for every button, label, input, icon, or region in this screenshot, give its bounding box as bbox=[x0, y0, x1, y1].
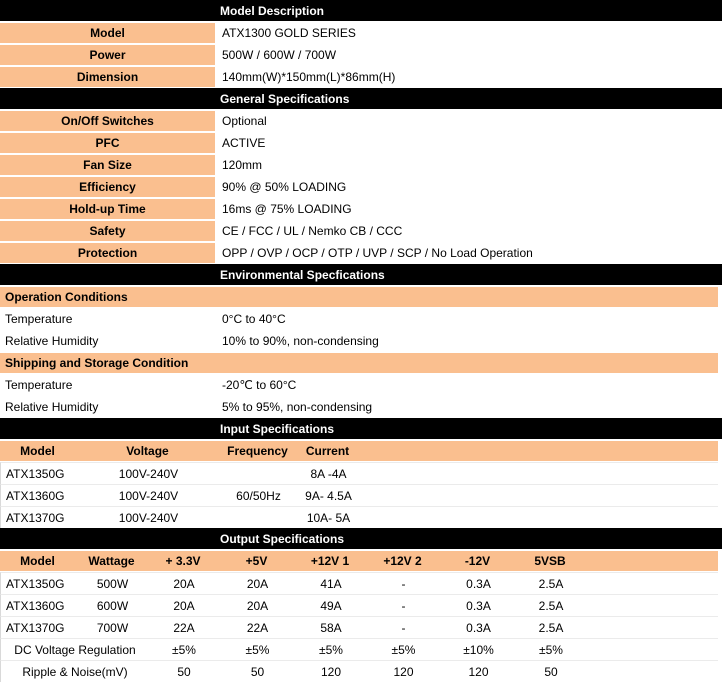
cell-neg12v: ±10% bbox=[463, 642, 494, 657]
spec-value: 500W / 600W / 700W bbox=[222, 48, 337, 62]
column-header-12v2: +12V 2 bbox=[383, 554, 422, 568]
table-row-atx1350g bbox=[0, 462, 718, 484]
column-header-model: Model bbox=[20, 554, 55, 568]
section-header-environmental-specifications bbox=[0, 264, 722, 286]
spec-row-protection bbox=[0, 242, 722, 264]
section-title: Input Specifications bbox=[220, 421, 335, 436]
cell-5v: 22A bbox=[246, 620, 269, 635]
spec-row-pfc bbox=[0, 132, 722, 154]
cell-frequency: 60/50Hz bbox=[236, 488, 281, 503]
cell-12v1: 120 bbox=[320, 664, 342, 679]
cell-model: ATX1350G bbox=[6, 576, 65, 591]
spec-value: 10% to 90%, non-condensing bbox=[222, 334, 379, 348]
section-header-general-specifications bbox=[0, 88, 722, 110]
spec-label: Relative Humidity bbox=[5, 400, 99, 414]
section-title: Model Description bbox=[220, 3, 325, 18]
spec-label: Efficiency bbox=[0, 177, 215, 197]
spec-label: Safety bbox=[0, 221, 215, 241]
cell-12v1: 58A bbox=[320, 620, 342, 635]
spec-label: Temperature bbox=[5, 378, 73, 392]
table-row-atx1350g bbox=[0, 572, 718, 594]
subheader-operation-conditions bbox=[0, 286, 718, 308]
cell-current: 10A- 5A bbox=[306, 510, 351, 525]
section-header-output-specifications bbox=[0, 528, 722, 550]
column-header-current: Current bbox=[305, 444, 350, 458]
column-header-5vsb: 5VSB bbox=[534, 554, 566, 568]
spec-value: ATX1300 GOLD SERIES bbox=[222, 26, 356, 40]
cell-voltage: 100V-240V bbox=[118, 510, 179, 525]
spec-label: Dimension bbox=[0, 67, 215, 87]
cell-12v1: ±5% bbox=[319, 642, 343, 657]
column-header-3v3: + 3.3V bbox=[165, 554, 201, 568]
cell-5vsb: ±5% bbox=[539, 642, 563, 657]
cell-neg12v: 0.3A bbox=[466, 620, 491, 635]
spec-label: Temperature bbox=[5, 312, 73, 326]
cell-model: ATX1360G bbox=[6, 598, 65, 613]
cell-5v: 50 bbox=[250, 664, 265, 679]
spec-value: ACTIVE bbox=[222, 136, 266, 150]
cell-voltage: 100V-240V bbox=[118, 466, 179, 481]
table-row-ripple-noise bbox=[0, 660, 718, 682]
spec-label: Protection bbox=[0, 243, 215, 263]
subheader-title: Shipping and Storage Condition bbox=[5, 356, 189, 370]
cell-12v2: 120 bbox=[393, 664, 414, 679]
spec-row-fan-size bbox=[0, 154, 722, 176]
section-header-input-specifications bbox=[0, 418, 722, 440]
cell-5vsb: 2.5A bbox=[538, 620, 564, 635]
table-row-dc-voltage-regulation bbox=[0, 638, 718, 660]
cell-12v1: 49A bbox=[320, 598, 342, 613]
cell-neg12v: 0.3A bbox=[466, 598, 491, 613]
column-header-voltage: Voltage bbox=[126, 444, 169, 458]
output-table-header bbox=[0, 550, 718, 572]
column-header-frequency: Frequency bbox=[227, 444, 288, 458]
section-title: Environmental Specfications bbox=[220, 267, 385, 282]
column-header-5v: +5V bbox=[245, 554, 268, 568]
table-row-atx1360g bbox=[0, 484, 718, 506]
env-row-relative-humidity bbox=[0, 330, 722, 352]
table-row-atx1370g bbox=[0, 506, 718, 528]
footer-row-label: DC Voltage Regulation bbox=[14, 642, 136, 657]
cell-12v2: ±5% bbox=[391, 642, 416, 657]
table-row-atx1360g bbox=[0, 594, 718, 616]
spec-label: Hold-up Time bbox=[0, 199, 215, 219]
cell-model: ATX1360G bbox=[6, 488, 65, 503]
spec-label: Model bbox=[0, 23, 215, 43]
spec-value: 16ms @ 75% LOADING bbox=[222, 202, 352, 216]
cell-voltage: 100V-240V bbox=[118, 488, 179, 503]
cell-12v1: 41A bbox=[320, 576, 342, 591]
cell-12v2: - bbox=[401, 620, 406, 635]
spec-label: Power bbox=[0, 45, 215, 65]
input-table-header bbox=[0, 440, 718, 462]
section-header-model-description bbox=[0, 0, 722, 22]
spec-row-power bbox=[0, 44, 722, 66]
spec-value: 90% @ 50% LOADING bbox=[222, 180, 347, 194]
cell-5v: ±5% bbox=[245, 642, 270, 657]
spec-label: On/Off Switches bbox=[0, 111, 215, 131]
cell-5vsb: 50 bbox=[544, 664, 558, 679]
subheader-shipping-storage-condition bbox=[0, 352, 718, 374]
spec-row-efficiency bbox=[0, 176, 722, 198]
cell-current: 8A -4A bbox=[310, 466, 347, 481]
cell-wattage: 600W bbox=[96, 598, 129, 613]
spec-row-dimension bbox=[0, 66, 722, 88]
spec-value: OPP / OVP / OCP / OTP / UVP / SCP / No Load Operation bbox=[222, 246, 533, 260]
spec-label: PFC bbox=[0, 133, 215, 153]
cell-wattage: 500W bbox=[96, 576, 129, 591]
cell-model: ATX1370G bbox=[6, 510, 65, 525]
env-row-temperature bbox=[0, 308, 722, 330]
cell-12v2: - bbox=[401, 598, 406, 613]
spec-label: Fan Size bbox=[0, 155, 215, 175]
cell-5v: 20A bbox=[246, 598, 269, 613]
column-header-wattage: Wattage bbox=[88, 554, 135, 568]
spec-value: CE / FCC / UL / Nemko CB / CCC bbox=[222, 224, 403, 238]
footer-row-label: Ripple & Noise(mV) bbox=[22, 664, 128, 679]
cell-current: 9A- 4.5A bbox=[305, 488, 352, 503]
section-title: Output Specifications bbox=[220, 531, 345, 546]
spec-row-onoff-switches bbox=[0, 110, 722, 132]
column-header-neg12v: -12V bbox=[464, 554, 491, 568]
cell-3v3: 20A bbox=[173, 598, 195, 613]
cell-3v3: 20A bbox=[173, 576, 195, 591]
spec-label: Relative Humidity bbox=[5, 334, 99, 348]
cell-wattage: 700W bbox=[96, 620, 129, 635]
cell-12v2: - bbox=[401, 576, 406, 591]
cell-5vsb: 2.5A bbox=[538, 598, 564, 613]
spec-value: 0°C to 40°C bbox=[222, 312, 286, 326]
cell-5v: 20A bbox=[246, 576, 269, 591]
section-title: General Specifications bbox=[220, 91, 350, 106]
cell-3v3: 50 bbox=[177, 664, 191, 679]
spec-row-safety bbox=[0, 220, 722, 242]
subheader-title: Operation Conditions bbox=[5, 290, 128, 304]
cell-neg12v: 0.3A bbox=[466, 576, 491, 591]
table-row-atx1370g bbox=[0, 616, 718, 638]
column-header-12v1: +12V 1 bbox=[310, 554, 350, 568]
cell-neg12v: 120 bbox=[468, 664, 489, 679]
cell-5vsb: 2.5A bbox=[538, 576, 564, 591]
env-row-temperature bbox=[0, 374, 722, 396]
column-header-model: Model bbox=[20, 444, 55, 458]
cell-3v3: 22A bbox=[173, 620, 195, 635]
spec-row-holdup-time bbox=[0, 198, 722, 220]
spec-value: 5% to 95%, non-condensing bbox=[222, 400, 373, 414]
spec-value: 120mm bbox=[222, 158, 263, 172]
cell-3v3: ±5% bbox=[172, 642, 196, 657]
env-row-relative-humidity bbox=[0, 396, 722, 418]
spec-value: 140mm(W)*150mm(L)*86mm(H) bbox=[222, 70, 396, 84]
spec-row-model bbox=[0, 22, 722, 44]
spec-value: Optional bbox=[222, 114, 267, 128]
cell-model: ATX1370G bbox=[6, 620, 65, 635]
cell-model: ATX1350G bbox=[6, 466, 65, 481]
spec-value: -20℃ to 60°C bbox=[222, 378, 297, 392]
